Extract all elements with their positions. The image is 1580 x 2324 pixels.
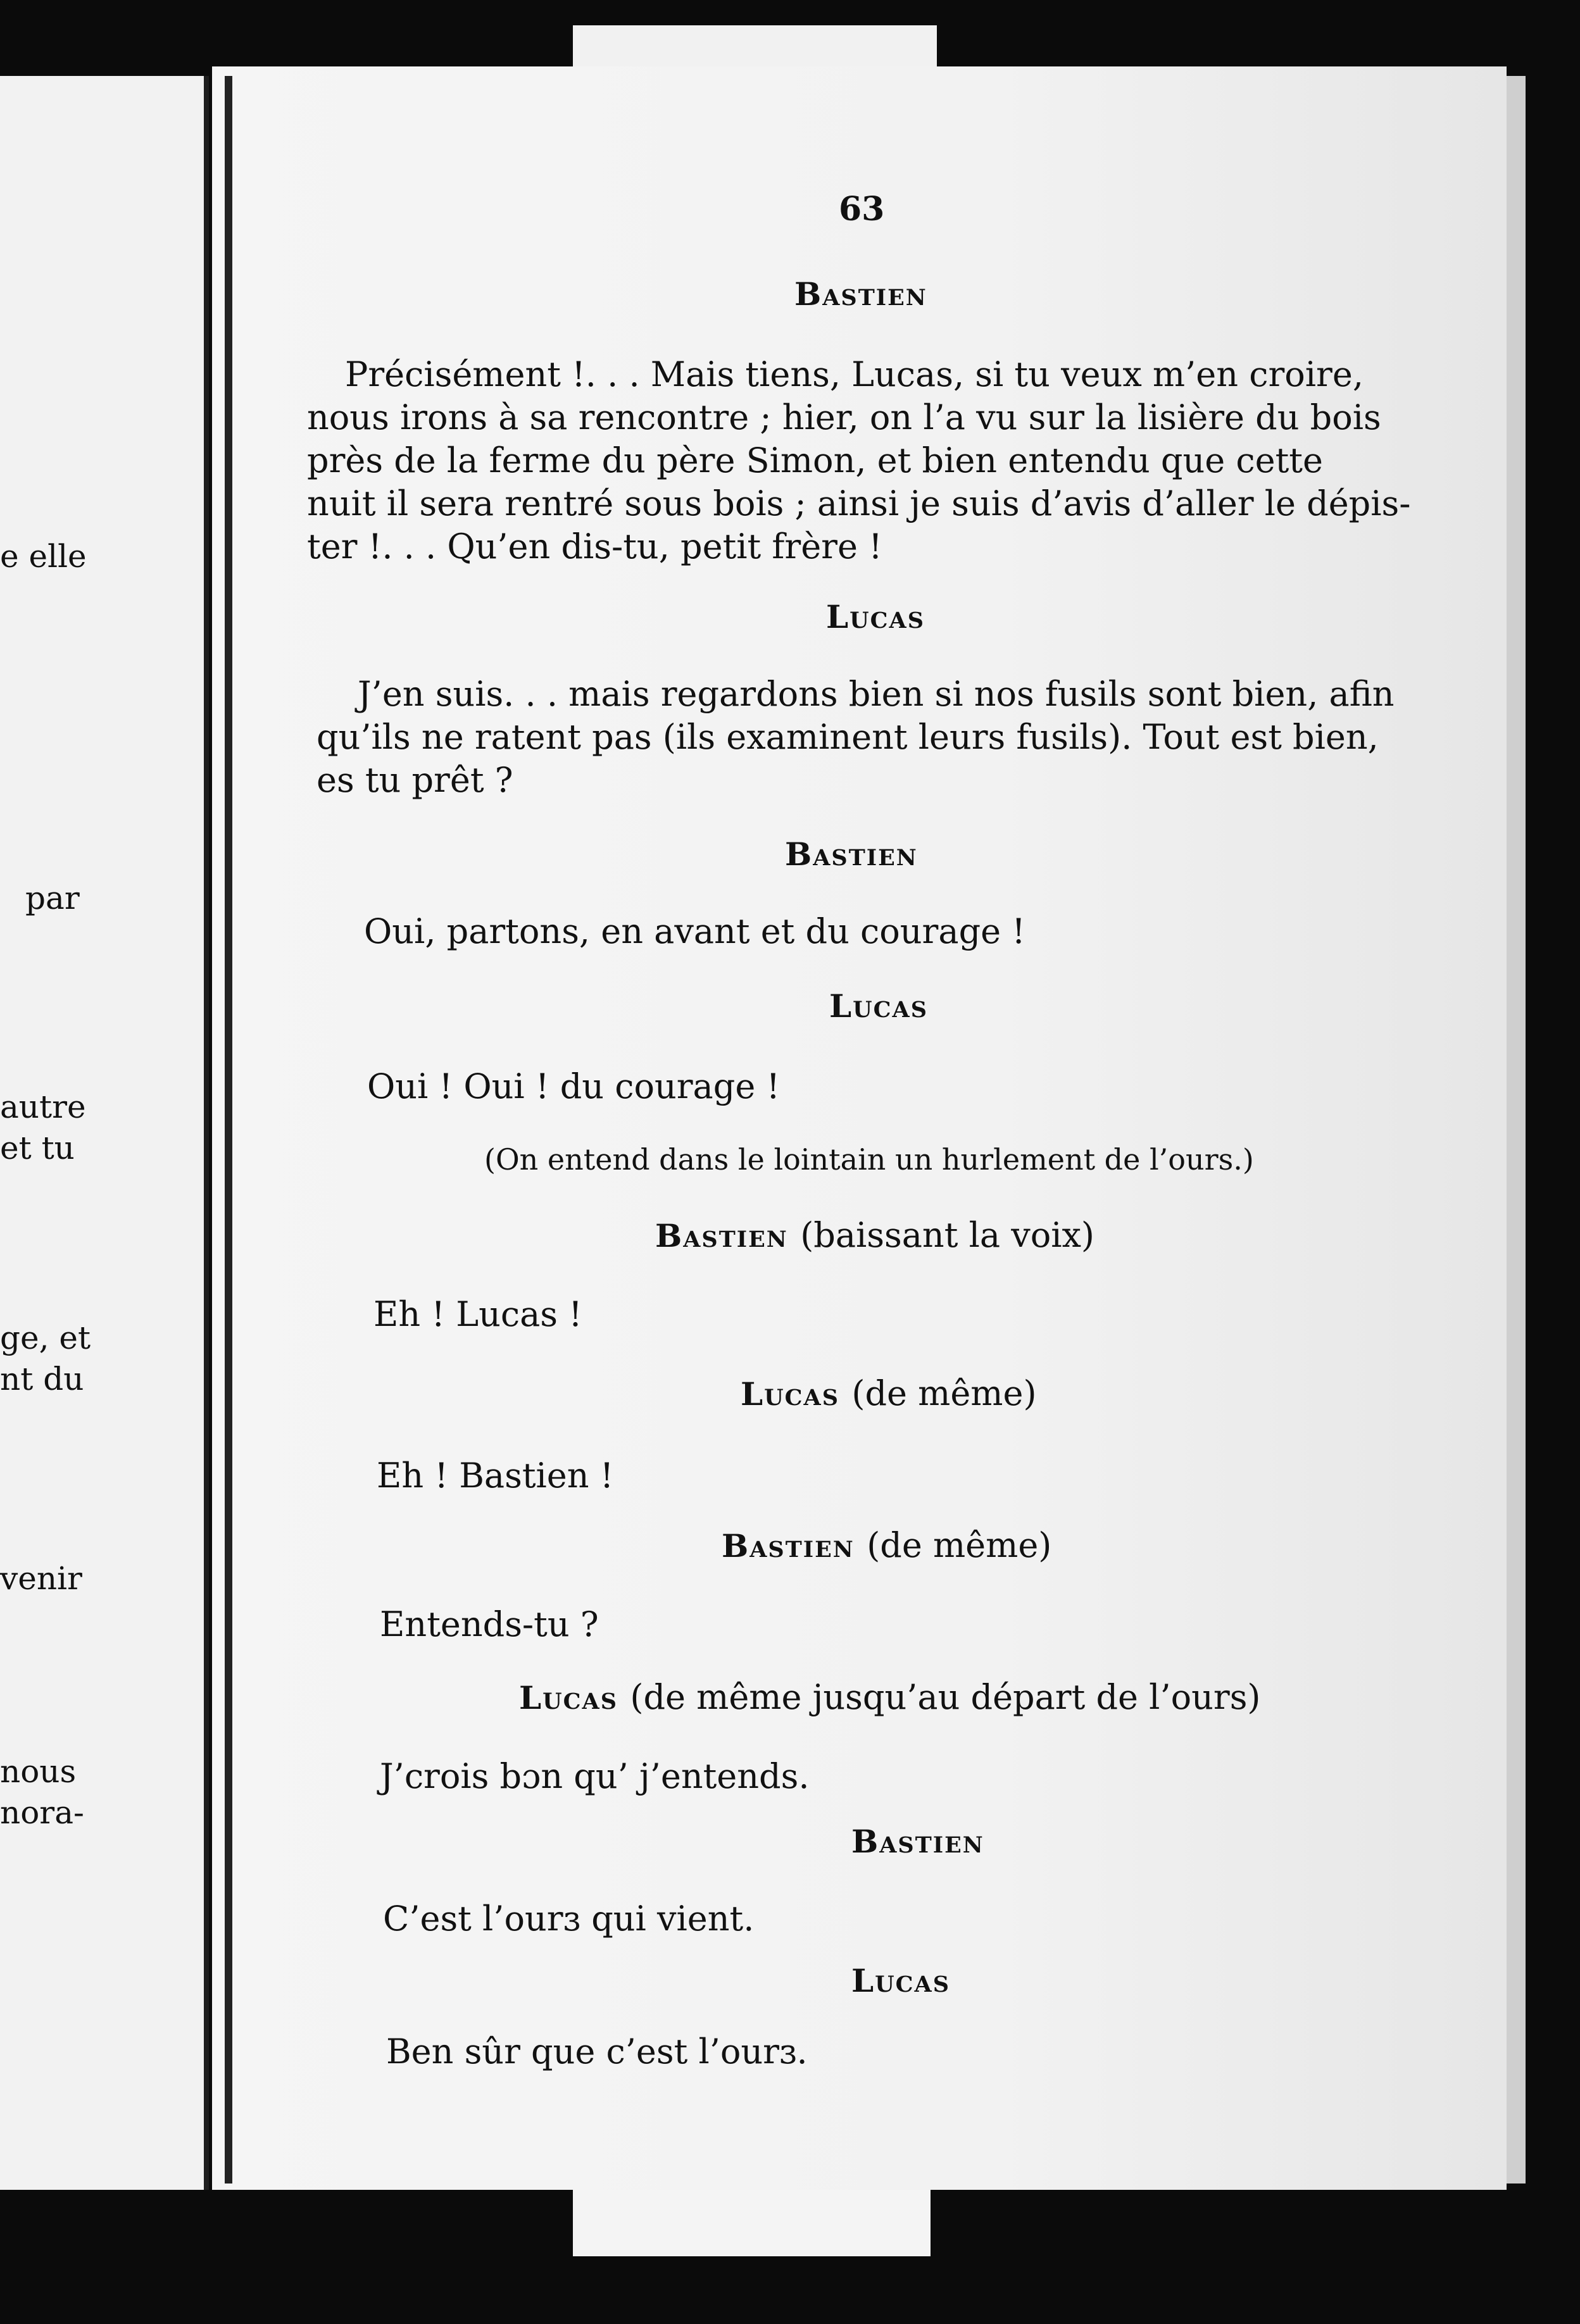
left-fragment: autre [0,1089,86,1125]
dialogue-line: ter !. . . Qu’en dis-tu, petit frère ! [307,527,882,566]
dialogue-line: J’en suis. . . mais regardons bien si nos fusils sont bien, afin [358,674,1395,714]
dialogue-line: Eh ! Bastien ! [377,1456,614,1496]
left-fragment: nt du [0,1361,84,1397]
speaker-direction: (de même) [867,1525,1052,1565]
dialogue-line: Eh ! Lucas ! [373,1294,582,1334]
speaker-heading [655,1215,1094,1255]
speaker-name: Bastien [655,1217,788,1254]
speaker-name: Lucas [519,1679,618,1716]
dialogue-line: J’crois bɔn qu’ j’entends. [380,1756,810,1796]
page-number: 63 [839,190,885,228]
page-binding-shadow [225,76,232,2183]
left-fragment: nous [0,1753,77,1790]
dialogue-line: Ben sûr que c’est l’ourɜ. [386,2032,808,2071]
dialogue-line: Oui ! Oui ! du courage ! [367,1066,781,1106]
dialogue-line: Oui, partons, en avant et du courage ! [364,911,1025,951]
speaker-direction: (de même) [851,1373,1037,1413]
page-edge-strip [1507,76,1526,2183]
dialogue-line: Précisément !. . . Mais tiens, Lucas, si tu veux m’en croire, [345,354,1364,394]
dialogue-line: es tu prêt ? [317,760,513,800]
dialogue-line: nuit il sera rentré sous bois ; ainsi je suis d’avis d’aller le dépis- [307,484,1411,523]
speaker-name: Bastien [785,835,918,873]
left-fragment: e elle [0,538,87,575]
left-fragment: par [25,880,80,916]
speaker-name: Lucas [826,598,925,635]
speaker-direction: (baissant la voix) [800,1215,1095,1255]
top-paper-tab [573,25,937,70]
page-gutter-line [204,76,209,2190]
dialogue-line: près de la ferme du père Simon, et bien entendu que cette [307,440,1323,480]
speaker-heading [741,1373,1037,1413]
speaker-heading [722,1525,1051,1565]
speaker-name: Lucas [829,987,928,1025]
speaker-heading [519,1677,1261,1717]
dialogue-line: Entends-tu ? [380,1604,599,1644]
left-facing-page [0,76,209,2190]
stage-direction: (On entend dans le lointain un hurlement de l’ours.) [484,1142,1254,1177]
speaker-name: Bastien [794,275,927,313]
speaker-name: Lucas [741,1375,839,1413]
bottom-paper-tab [573,2180,931,2256]
left-fragment: nora- [0,1794,84,1831]
left-fragment: venir [0,1560,82,1597]
left-fragment: et tu [0,1130,75,1166]
left-fragment: ge, et [0,1320,91,1356]
dialogue-line: qu’ils ne ratent pas (ils examinent leurs fusils). Tout est bien, [317,717,1379,757]
dialogue-line: C’est l’ourɜ qui vient. [383,1899,755,1939]
dialogue-line: nous irons à sa rencontre ; hier, on l’a vu sur la lisière du bois [307,397,1381,437]
speaker-name: Bastien [851,1823,984,1860]
speaker-name: Lucas [851,1962,950,1999]
speaker-direction: (de même jusqu’au départ de l’ours) [630,1677,1261,1717]
speaker-name: Bastien [722,1527,855,1565]
